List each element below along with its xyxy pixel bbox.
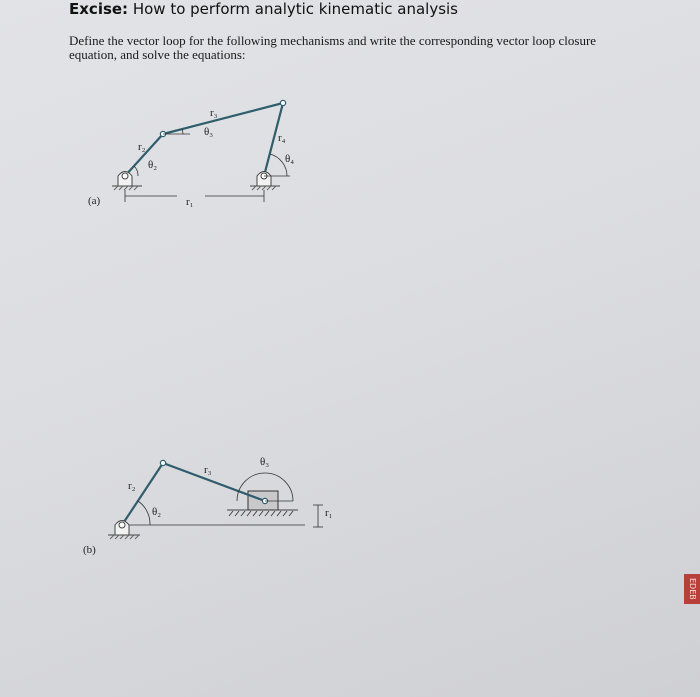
label-r2-a: r₂ bbox=[138, 141, 146, 153]
figure-a-tag: (a) bbox=[88, 195, 101, 207]
label-theta2-b: θ₂ bbox=[152, 506, 162, 518]
label-r1-a: r₁ bbox=[186, 196, 194, 208]
label-r3-a: r₃ bbox=[210, 107, 218, 119]
label-theta2-a: θ₂ bbox=[148, 159, 158, 171]
problem-statement: Define the vector loop for the following mechanisms and write the corresponding vector loop closure equation, and solve the equations: bbox=[69, 33, 597, 62]
label-r1-b: r₁ bbox=[325, 507, 333, 519]
title-text: How to perform analytic kinematic analysis bbox=[128, 0, 458, 18]
link-r3-b bbox=[163, 463, 265, 501]
dimension-r1-b bbox=[313, 505, 323, 527]
slider-track-b bbox=[227, 510, 298, 516]
label-theta3-a: θ₃ bbox=[204, 126, 214, 138]
figure-b-tag: (b) bbox=[83, 544, 96, 556]
label-r4-a: r₄ bbox=[278, 132, 286, 144]
ground-pivot-b bbox=[108, 521, 140, 540]
label-theta4-a: θ₄ bbox=[285, 153, 295, 165]
angle-arc-theta2-b bbox=[138, 501, 150, 525]
edge-tab: EDEB bbox=[684, 574, 700, 604]
joint-crankpin-b bbox=[160, 460, 165, 465]
label-theta3-b: θ₃ bbox=[260, 456, 270, 468]
label-r2-b: r₂ bbox=[128, 480, 136, 492]
title-prefix: Excise: bbox=[69, 0, 129, 18]
label-r3-b: r₃ bbox=[204, 464, 212, 476]
